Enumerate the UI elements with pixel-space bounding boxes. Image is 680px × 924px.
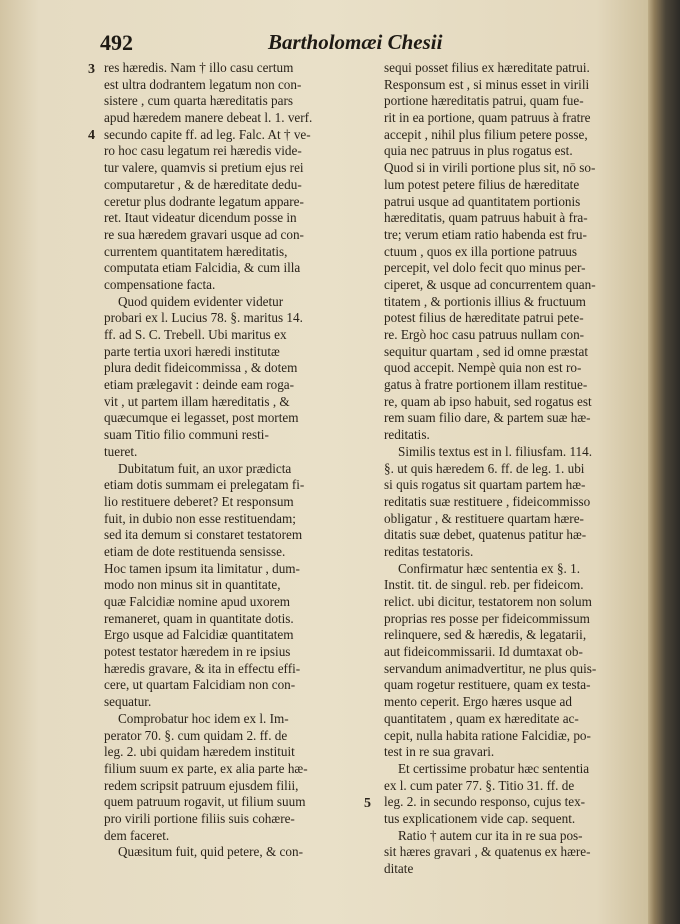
text-line: obligatur , & restituere quartam hære-: [384, 510, 584, 526]
text-line: modo non minus sit in quantitate,: [104, 577, 281, 593]
text-line: Comprobatur hoc idem ex l. Im-: [118, 710, 289, 726]
text-line: vit , ut partem illam hæreditatis , &: [104, 393, 290, 409]
page-number: 492: [100, 30, 133, 55]
text-line: Quod si in virili portione plus sit, nō so-: [384, 160, 596, 176]
text-line: quæ Falcidiæ nomine apud uxorem: [104, 594, 291, 609]
text-line: apud hæredem manere debeat l. 1. verf.: [104, 110, 313, 126]
text-line: quæcumque ei legasset, post mortem: [104, 410, 299, 426]
text-line: ciperet, & usque ad concurrentem quan-: [384, 276, 596, 292]
text-line: sequatur.: [104, 694, 152, 710]
text-line: lio restituere deberet? Et responsum: [104, 493, 294, 509]
text-line: etiam dotis summam ei prelegatam fi-: [104, 477, 305, 493]
text-line: ex l. cum pater 77. §. Titio 31. ff. de: [384, 777, 575, 793]
text-line: leg. 2. ubi quidam hæredem instituit: [104, 744, 295, 760]
text-line: Confirmatur hæc sententia ex §. 1.: [398, 560, 581, 576]
text-line: portione hæreditatis patrui, quam fue-: [384, 93, 584, 109]
text-line: Hoc tamen ipsum ita limitatur , dum-: [104, 560, 300, 576]
text-line: filium suum ex parte, ex alia parte hæ-: [104, 760, 308, 776]
text-line: est ultra dodrantem legatum non con-: [104, 76, 302, 92]
text-line: compensatione facta.: [104, 276, 216, 292]
text-line: redem scripsit patruum ejusdem filii,: [104, 777, 299, 793]
text-line: pro virili portione filiis suis cohære-: [104, 810, 295, 826]
text-line: relinquere, sed & hæredis, & legatarii,: [384, 627, 587, 643]
text-line: quod accepit. Nempè quia non est ro-: [384, 360, 582, 376]
text-line: servandum animadvertitur, ne plus quis-: [384, 660, 597, 676]
left-text-column: [104, 60, 354, 861]
text-line: quem patruum rogavit, ut filium suum: [104, 794, 306, 810]
text-line: potest testator hæredem in re ipsius: [104, 644, 291, 660]
book-spine: [648, 0, 680, 924]
text-line: tre; verum etiam ratio habenda est fru-: [384, 226, 587, 242]
text-line: reditatis suæ restituere , fideicommisso: [384, 493, 591, 509]
text-line: ditatis suæ debet, quatenus patitur hæ-: [384, 527, 587, 543]
margin-number: 5: [364, 796, 371, 811]
text-line: tueret.: [104, 443, 138, 459]
text-line: ret. Itaut videatur dicendum posse in: [104, 210, 297, 226]
text-line: sistere , cum quarta hæreditatis pars: [104, 93, 293, 109]
text-line: lum potest petere filius de hæreditate: [384, 176, 580, 192]
text-line: reditatis.: [384, 427, 430, 443]
text-line: Similis textus est in l. filiusfam. 114.: [398, 443, 593, 459]
margin-number: 3: [88, 62, 95, 77]
text-line: ff. ad S. C. Trebell. Ubi maritus ex: [104, 327, 287, 342]
text-line: quam rogetur restituere, quam ex testa-: [384, 677, 591, 693]
text-line: Ratio † autem cur ita in re sua pos-: [398, 827, 583, 843]
text-line: hæredis gravare, & ita in effectu effi-: [104, 660, 301, 676]
text-line: Quod quidem evidenter videtur: [118, 293, 284, 309]
text-line: hæreditatis, quam patruus habuit à fra-: [384, 210, 588, 226]
text-line: sequi posset filius ex hæreditate patrui.: [384, 60, 590, 75]
text-line: accepit , nihil plus filium petere posse,: [384, 126, 588, 142]
text-line: res hæredis. Nam † illo casu certum: [104, 60, 294, 75]
text-line: reditas testatoris.: [384, 543, 474, 559]
text-line: titatem , & portionis illius & fructuum: [384, 293, 586, 309]
text-line: sit hæres gravari , & quatenus ex hære-: [384, 844, 591, 860]
text-line: sed ita demum si constaret testatorem: [104, 527, 303, 543]
text-line: sequitur quartam , sed id omne præstat: [384, 343, 589, 359]
text-line: perator 70. §. cum quidam 2. ff. de: [104, 727, 288, 743]
text-line: tur valere, quamvis si pretium ejus rei: [104, 160, 304, 176]
text-line: fuit, in dubio non esse restituendam;: [104, 510, 296, 526]
text-line: leg. 2. in secundo responso, cujus tex-: [384, 794, 586, 810]
text-line: proprias res posse per fideicommissum: [384, 610, 590, 626]
text-line: re, quam ab ipso habuit, sed rogatus est: [384, 393, 592, 409]
page-header: [100, 30, 570, 58]
text-line: computata etiam Falcidia, & cum illa: [104, 260, 301, 276]
text-line: cere, ut quartam Falcidiam non con-: [104, 677, 296, 693]
text-line: ceretur plus dodrante legatum appare-: [104, 193, 304, 209]
text-line: rem suam filio dare, & partem suæ hæ-: [384, 410, 591, 426]
text-line: etiam prælegavit : deinde eam roga-: [104, 377, 295, 393]
text-line: computaretur , & de hæreditate dedu-: [104, 176, 302, 192]
text-line: ctuum , quos ex illa portione patruus: [384, 243, 578, 259]
text-line: gatus à fratre portionem illam restitue-: [384, 377, 588, 393]
text-line: §. ut quis hæredem 6. ff. de leg. 1. ubi: [384, 460, 585, 476]
text-line: parte tertia uxori hæredi institutæ: [104, 343, 280, 359]
text-line: etiam de dote restituenda sensisse.: [104, 543, 286, 559]
text-line: remaneret, quam in quantitate dotis.: [104, 610, 294, 626]
text-line: secundo capite ff. ad leg. Falc. At † ve-: [104, 126, 311, 142]
text-line: Et certissime probatur hæc sententia: [398, 760, 590, 776]
text-line: re. Ergò hoc casu patruus nullam con-: [384, 327, 585, 342]
text-line: re sua hæredem gravari usque ad con-: [104, 226, 304, 242]
text-line: Instit. tit. de singul. reb. per fideicom.: [384, 577, 584, 593]
text-line: cepit, nulla habita ratione Falcidiæ, po-: [384, 727, 591, 743]
running-head: Bartholomæi Chesii: [268, 30, 443, 54]
text-line: ditate: [384, 861, 414, 876]
text-line: Dubitatum fuit, an uxor prædicta: [118, 460, 292, 476]
text-line: currentem quantitatem hæreditatis,: [104, 243, 288, 259]
text-line: relict. ubi dicitur, testatorem non solum: [384, 594, 592, 609]
text-line: percepit, vel dolo fecit quo minus per-: [384, 260, 586, 276]
text-line: potest filius de hæreditate patrui pete-: [384, 310, 584, 326]
text-line: patrui usque ad quantitatem portionis: [384, 193, 581, 209]
text-line: probari ex l. Lucius 78. §. maritus 14.: [104, 310, 303, 326]
text-line: Ergo usque ad Falcidiæ quantitatem: [104, 627, 294, 643]
text-line: ro hoc casu legatum rei hæredis vide-: [104, 143, 302, 159]
text-line: quantitatem , quam ex hæreditate ac-: [384, 710, 579, 726]
text-line: test in re sua gravari.: [384, 744, 495, 760]
text-line: plura dedit fideicommissa , & dotem: [104, 360, 298, 376]
text-line: quia nec patruus in plus rogatus est.: [384, 143, 573, 159]
text-line: si quis rogatus sit quartam partem hæ-: [384, 477, 586, 493]
text-line: aut fideicommissarii. Id dumtaxat ob-: [384, 644, 583, 660]
text-line: dem faceret.: [104, 827, 170, 843]
text-line: mento ceperit. Ergo hæres usque ad: [384, 694, 572, 710]
text-line: Responsum est , si minus esset in virili: [384, 76, 590, 92]
text-line: tus explicationem vide cap. sequent.: [384, 810, 576, 826]
margin-number: 4: [88, 128, 95, 143]
text-line: rit in ea portione, quam patruus à fratre: [384, 110, 591, 126]
right-text-column: [384, 60, 610, 878]
text-line: suam Titio filio communi resti-: [104, 427, 269, 443]
text-line: Quæsitum fuit, quid petere, & con-: [118, 844, 303, 860]
